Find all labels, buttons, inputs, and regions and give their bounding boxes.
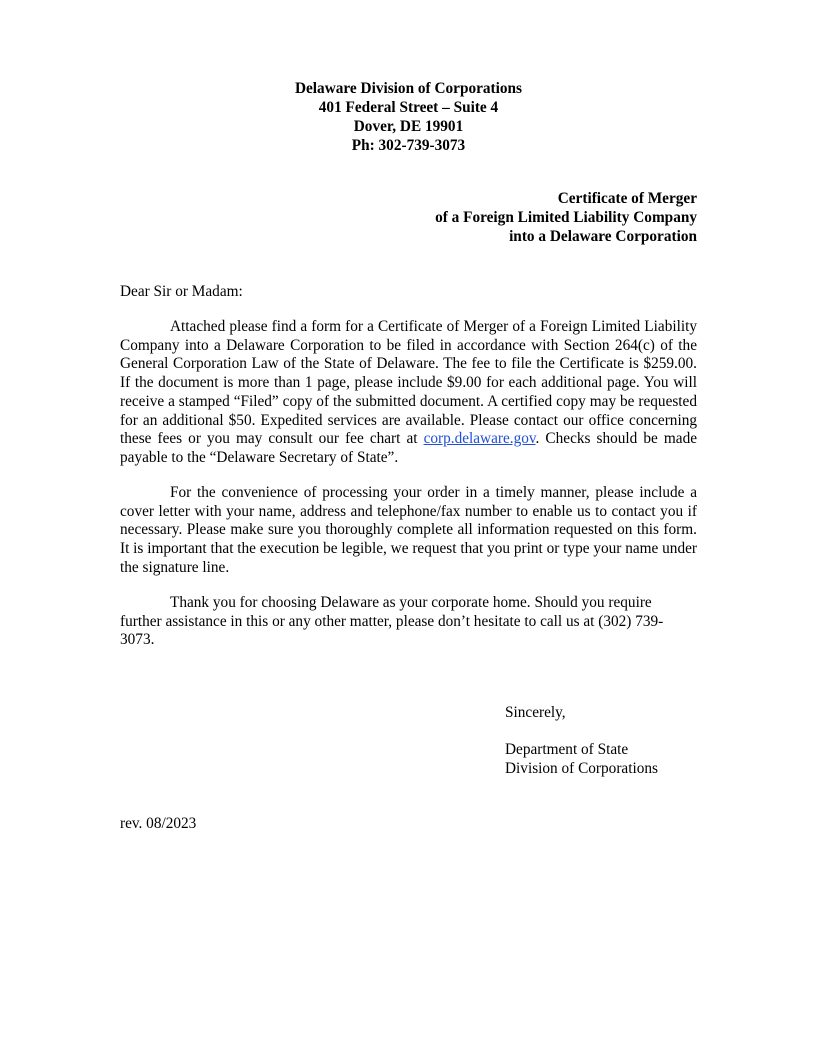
title-line-2: of a Foreign Limited Liability Company — [435, 209, 697, 226]
paragraph-processing: For the convenience of processing your order in a timely manner, please include a cover letter with your name, address and telephone/fax number to enable us to contact you if necessary. Please make sure you thoroughly complete all information requested on this form. It is important that the execution be legible, we request that you print or type your name under the signature line. — [120, 484, 697, 576]
paragraph-fees-text-end: . Checks should be made payable to the “Delaware Secretary of State”. — [120, 430, 698, 466]
paragraph-fees — [120, 318, 697, 468]
letterhead-city: Dover, DE 19901 — [353, 118, 464, 135]
title-line-1: Certificate of Merger — [557, 190, 697, 207]
paragraph-fees-text: Attached please find a form for a Certificate of Merger of a Foreign Limited Liability Company into a Delaware Corporation to be filed in accordance with Section 264(c) of the General Corporation Law of the State of Delaware. The fee to file the Certificate is $259.00. If the document is more than 1 page, please include $9.00 for each additional page. You will receive a stamped “Filed” copy of the submitted document. A certified copy may be requested for an additional $50. Expedited services are available. Please contact our office concerning these fees or you may consult our fee chart at — [120, 318, 697, 448]
closing-department: Department of State — [505, 741, 629, 758]
paragraph-thanks: Thank you for choosing Delaware as your corporate home. Should you require further assistance in this or any other matter, please don’t hesitate to call us at (302) 739-3073. — [120, 594, 664, 649]
title-line-3: into a Delaware Corporation — [509, 228, 697, 245]
document-title — [120, 189, 697, 246]
closing-sincerely: Sincerely, — [505, 704, 566, 721]
salutation: Dear Sir or Madam: — [120, 283, 243, 300]
revision-date: rev. 08/2023 — [120, 815, 197, 832]
closing-division: Division of Corporations — [505, 760, 658, 777]
letterhead-phone: Ph: 302-739-3073 — [351, 137, 466, 154]
letterhead-org: Delaware Division of Corporations — [294, 80, 523, 97]
letterhead — [120, 79, 697, 155]
corp-delaware-link[interactable]: corp.delaware.gov — [423, 430, 536, 448]
letterhead-street: 401 Federal Street – Suite 4 — [318, 99, 499, 116]
